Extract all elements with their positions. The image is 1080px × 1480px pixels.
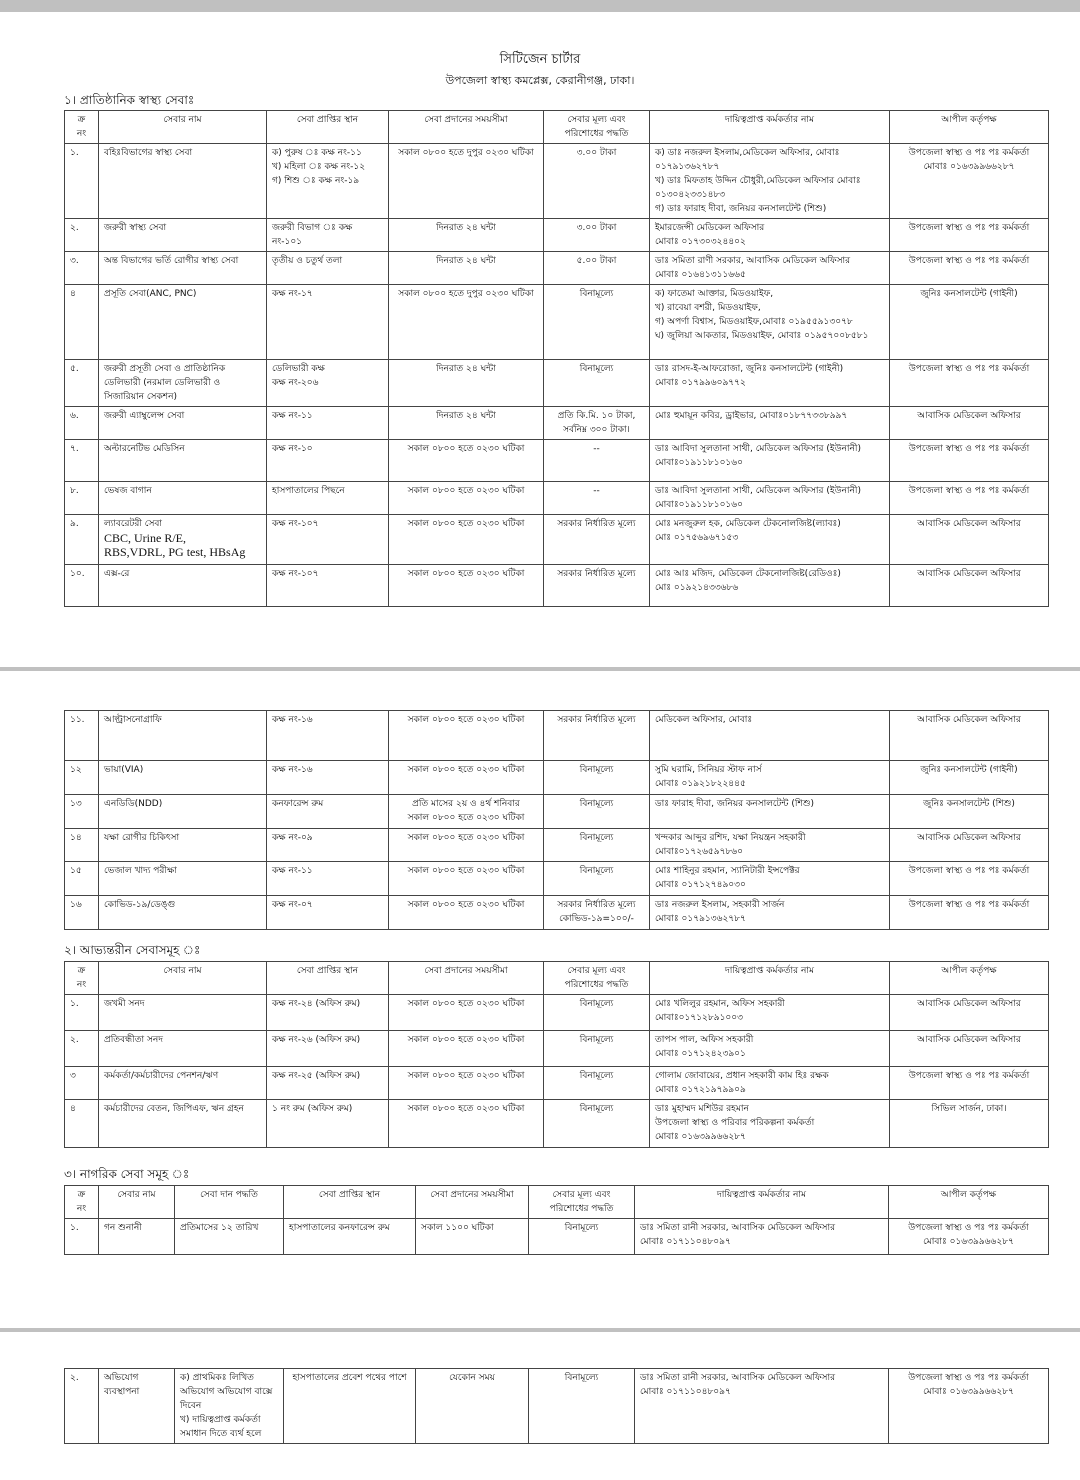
cell-name: ভায়া(VIA) [99, 761, 267, 795]
cell-name-english: CBC, Urine R/E, RBS,VDRL, PG test, HBsAg [104, 531, 246, 559]
cell-name: ভেষজ বাগান [99, 482, 267, 515]
cell-no: ৭. [65, 440, 99, 482]
document-subtitle: উপজেলা স্বাস্থ্য কমপ্লেক্স, কেরানীগঞ্জ, ঢাকা। [445, 74, 635, 87]
cell-name: কর্মচারীদের বেতন, জিপিএফ, ঋন গ্রহন [99, 1100, 267, 1148]
document-title: সিটিজেন চার্টার [499, 52, 581, 67]
table-row [65, 407, 1049, 440]
cell-officer: গোলাম জোবায়ের, প্রধান সহকারী কাম হিঃ রক্ষক মোবাঃ ০১৭২১৯৭৯৯০৯ [650, 1067, 890, 1100]
cell-name: ল্যাবরেটরী সেবা CBC, Urine R/E, RBS,VDRL, PG test, HBsAg [99, 515, 267, 565]
cell-officer: মোঃ খলিলুর রহমান, অফিস সহকারী মোবাঃ০১৭১২৮৯১০০৩ [650, 995, 890, 1031]
table-row [65, 565, 1049, 607]
table-row [65, 711, 1049, 761]
cell-fee: -- [544, 482, 650, 515]
table-row [65, 761, 1049, 795]
cell-place: কক্ষ নং-১৬ [267, 711, 389, 761]
page-separator [0, 1328, 1080, 1332]
column-header: সেবার মূল্য এবং পরিশোধের পদ্ধতি [544, 111, 650, 144]
cell-fee: সরকার নির্ধারিত মূল্যে কোভিড-১৯=১০০/- [544, 896, 650, 930]
cell-time: প্রতি মাসের ২য় ও ৪র্থ শনিবার সকাল ০৮০০ হতে ০২৩০ ঘটিকা [389, 795, 544, 829]
cell-fee: বিনামূল্যে [544, 829, 650, 862]
cell-officer: ডাঃ রাসদ-ই-আফরোজা, জুনিঃ কনসালটেন্ট (গাইনী) মোবাঃ ০১৭৯৯৬০৯৭৭২ [650, 360, 890, 407]
cell-appeal: আবাসিক মেডিকেল অফিসার [890, 407, 1049, 440]
cell-fee: বিনামূল্যে [529, 1219, 635, 1255]
cell-no: ১৫ [65, 862, 99, 896]
cell-appeal: উপজেলা স্বাস্থ্য ও পঃ পঃ কর্মকর্তা [890, 440, 1049, 482]
cell-appeal: আবাসিক মেডিকেল অফিসার [890, 995, 1049, 1031]
cell-officer: ক) ফাতেমা আক্তার, মিডওয়াইফ, খ) রাবেয়া বশরী, মিডওয়াইফ, গ) অপর্ণা বিশ্বাস, মিডওয়াইফ,মোবাঃ ০১৯৫৫৯১৩০৭৮ ঘ) জুলিয়া আকতার, মিডওয়াইফ, মোবাঃ ০১৯৫৭০০৮৫৮১ [650, 285, 890, 360]
column-header: দায়িত্বপ্রাপ্ত কর্মকর্তার নাম [635, 1186, 889, 1219]
column-header: ক্র নং [65, 962, 99, 995]
cell-fee: সরকার নির্ধারিত মূল্যে [544, 515, 650, 565]
cell-no: ৫. [65, 360, 99, 407]
cell-officer: ডাঃ মুহাম্মদ মশিউর রহমান উপজেলা স্বাস্থ্য ও পরিবার পরিকল্পনা কর্মকর্তা মোবাঃ ০১৬৩৯৯৬৬২৮৭ [650, 1100, 890, 1148]
cell-method: ক) প্রাথমিকঃ লিখিত অভিযোগ অভিযোগ বাক্সে দিবেন খ) দায়িত্বপ্রাপ্ত কর্মকর্তা সমাধান দিতে ব্যর্থ হলে [175, 1369, 284, 1444]
cell-name: অন্ত বিভাগের ভর্তি রোগীর স্বাস্থ্য সেবা [99, 252, 267, 285]
cell-time: সকাল ০৮০০ হতে ০২৩০ ঘটিকা [389, 761, 544, 795]
section3-heading: ৩। নাগরিক সেবা সমূহ ঃ [64, 1167, 190, 1181]
section1-heading: ১। প্রাতিষ্ঠানিক স্বাস্থ্য সেবাঃ [64, 93, 195, 107]
table-row [65, 440, 1049, 482]
cell-appeal: আবাসিক মেডিকেল অফিসার [890, 829, 1049, 862]
cell-no: ১. [65, 995, 99, 1031]
cell-officer: ইমারজেন্সী মেডিকেল অফিসার মোবাঃ ০১৭৩০৩২৪৪০২ [650, 219, 890, 252]
cell-place: তৃতীয় ও চতুর্থ তলা [267, 252, 389, 285]
cell-appeal: উপজেলা স্বাস্থ্য ও পঃ পঃ কর্মকর্তা [890, 482, 1049, 515]
table-row [65, 285, 1049, 360]
cell-fee: বিনামূল্যে [544, 1031, 650, 1067]
cell-name: গন শুনানী [99, 1219, 175, 1255]
cell-time: সকাল ১১০০ ঘটিকা [416, 1219, 529, 1255]
cell-name: এক্স-রে [99, 565, 267, 607]
cell-fee: বিনামূল্যে [544, 1067, 650, 1100]
cell-name: প্রসূতি সেবা(ANC, PNC) [99, 285, 267, 360]
column-header: সেবা দান পদ্ধতি [175, 1186, 284, 1219]
cell-fee: সরকার নির্ধারিত মূল্যে [544, 711, 650, 761]
table-row [65, 144, 1049, 219]
cell-place: কক্ষ নং-২৬ (অফিস রুম) [267, 1031, 389, 1067]
cell-place: ক) পুরুষ ঃ কক্ষ নং-১১ খ) মহিলা ঃ কক্ষ নং-১২ গ) শিশু ঃ কক্ষ নং-১৯ [267, 144, 389, 219]
cell-no: ২. [65, 1369, 99, 1444]
cell-fee: -- [544, 440, 650, 482]
cell-no: ১১. [65, 711, 99, 761]
cell-time: দিনরাত ২৪ ঘন্টা [389, 219, 544, 252]
cell-appeal: উপজেলা স্বাস্থ্য ও পঃ পঃ কর্মকর্তা [890, 252, 1049, 285]
cell-name: বহিঃবিভাগের স্বাস্থ্য সেবা [99, 144, 267, 219]
cell-officer: খন্দকার আব্দুর রশিদ, যক্ষা নিয়ন্ত্রন সহকারী মোবাঃ০১৭২৬৫৯৭৮৬০ [650, 829, 890, 862]
cell-place: কক্ষ নং-২৪ (অফিস রুম) [267, 995, 389, 1031]
cell-name: ভেজাল খাদ্য পরীক্ষা [99, 862, 267, 896]
cell-place: হাসপাতালের পিছনে [267, 482, 389, 515]
column-header: সেবার নাম [99, 1186, 175, 1219]
cell-time: সকাল ০৮০০ হতে ০২৩০ ঘটিকা [389, 515, 544, 565]
section1-continued-table [64, 710, 1049, 930]
cell-no: ৩ [65, 1067, 99, 1100]
cell-name: জখমী সনদ [99, 995, 267, 1031]
column-header: সেবা প্রাপ্তির স্থান [267, 111, 389, 144]
cell-place: কক্ষ নং-১০৭ [267, 515, 389, 565]
column-header: ক্র নং [65, 111, 99, 144]
cell-time: সকাল ০৮০০ হতে ০২৩০ ঘটিকা [389, 1067, 544, 1100]
cell-appeal: উপজেলা স্বাস্থ্য ও পঃ পঃ কর্মকর্তা মোবাঃ ০১৬৩৯৯৬৬২৮৭ [889, 1369, 1049, 1444]
cell-fee: ৩.০০ টাকা [544, 144, 650, 219]
column-header: সেবার নাম [99, 962, 267, 995]
section2-table [64, 961, 1049, 1148]
cell-name: জরুরী প্রসূতী সেবা ও প্রাতিষ্ঠানিক ডেলিভারী (নরমাল ডেলিভারী ও সিজারিয়ান সেকশন) [99, 360, 267, 407]
cell-time: সকাল ০৮০০ হতে দুপুর ০২৩০ ঘটিকা [389, 144, 544, 219]
cell-name: জরুরী এ্যাম্বুলেন্স সেবা [99, 407, 267, 440]
cell-name: অভিযোগ ব্যবস্থাপনা [99, 1369, 175, 1444]
cell-no: ৩. [65, 252, 99, 285]
column-header: ক্র নং [65, 1186, 99, 1219]
cell-officer: ডাঃ সমিতা রাণী সরকার, আবাসিক মেডিকেল অফিসার মোবাঃ ০১৬৪১৩১১৬৬৫ [650, 252, 890, 285]
page-separator [0, 0, 1080, 12]
cell-method: প্রতিমাসের ১২ তারিখ [175, 1219, 284, 1255]
table-header-row [65, 962, 1049, 995]
column-header: সেবা প্রাপ্তির স্থান [284, 1186, 416, 1219]
cell-time: সকাল ০৮০০ হতে ০২৩০ ঘটিকা [389, 565, 544, 607]
column-header: সেবা প্রদানের সময়সীমা [416, 1186, 529, 1219]
cell-officer: ডাঃ সমিতা রানী সরকার, আবাসিক মেডিকেল অফিসার মোবাঃ ০১৭১১০৪৮০৯৭ [635, 1219, 889, 1255]
cell-fee: বিনামূল্যে [544, 360, 650, 407]
cell-fee: ৫.০০ টাকা [544, 252, 650, 285]
table-row [65, 896, 1049, 930]
column-header: আপীল কর্তৃপক্ষ [890, 962, 1049, 995]
cell-place: কক্ষ নং-২৫ (অফিস রুম) [267, 1067, 389, 1100]
cell-no: ৯. [65, 515, 99, 565]
cell-officer: ডাঃ নজরুল ইসলাম, সহকারী সার্জন মোবাঃ ০১৭৯১৩৬২৭৮৭ [650, 896, 890, 930]
cell-fee: ৩.০০ টাকা [544, 219, 650, 252]
table-row [65, 515, 1049, 565]
table-row [65, 252, 1049, 285]
cell-officer: ডাঃ সমিতা রানী সরকার, আবাসিক মেডিকেল অফিসার মোবাঃ ০১৭১১০৪৮০৯৭ [635, 1369, 889, 1444]
cell-name: কর্মকর্তা/কর্মচারীদের পেনশন/ঋণ [99, 1067, 267, 1100]
section3-table [64, 1185, 1049, 1255]
cell-time: সকাল ০৮০০ হতে দুপুর ০২৩০ ঘটিকা [389, 285, 544, 360]
cell-place: হাসপাতালের প্রবেশ পথের পাশে [284, 1369, 416, 1444]
table-row [65, 1219, 1049, 1255]
cell-appeal: উপজেলা স্বাস্থ্য ও পঃ পঃ কর্মকর্তা [890, 1067, 1049, 1100]
cell-appeal: উপজেলা স্বাস্থ্য ও পঃ পঃ কর্মকর্তা মোবাঃ ০১৬৩৯৯৬৬২৮৭ [889, 1219, 1049, 1255]
column-header: সেবা প্রদানের সময়সীমা [389, 111, 544, 144]
column-header: সেবার মূল্য এবং পরিশোধের পদ্ধতি [529, 1186, 635, 1219]
column-header: আপীল কর্তৃপক্ষ [890, 111, 1049, 144]
cell-no: ১৪ [65, 829, 99, 862]
cell-appeal: উপজেলা স্বাস্থ্য ও পঃ পঃ কর্মকর্তা [890, 219, 1049, 252]
cell-time: দিনরাত ২৪ ঘন্টা [389, 360, 544, 407]
cell-fee: বিনামূল্যে [544, 795, 650, 829]
cell-fee: বিনামূল্যে [544, 862, 650, 896]
cell-place: ১ নং রুম (অফিস রুম) [267, 1100, 389, 1148]
cell-no: ১২ [65, 761, 99, 795]
cell-time: সকাল ০৮০০ হতে ০২৩০ ঘটিকা [389, 1100, 544, 1148]
column-header: সেবা প্রাপ্তির স্থান [267, 962, 389, 995]
table-row [65, 829, 1049, 862]
cell-appeal: আবাসিক মেডিকেল অফিসার [890, 1031, 1049, 1067]
cell-officer: মেডিকেল অফিসার, মোবাঃ [650, 711, 890, 761]
cell-place: কক্ষ নং-১৭ [267, 285, 389, 360]
cell-officer: তাপস পাল, অফিস সহকারী মোবাঃ ০১৭১২৪২৩৯০১ [650, 1031, 890, 1067]
cell-time: সকাল ০৮০০ হতে ০২৩০ ঘটিকা [389, 1031, 544, 1067]
cell-time: দিনরাত ২৪ ঘন্টা [389, 252, 544, 285]
cell-time: সকাল ০৮০০ হতে ০২৩০ ঘটিকা [389, 995, 544, 1031]
cell-place: হাসপাতালের কনফারেন্স রুম [284, 1219, 416, 1255]
cell-time: সকাল ০৮০০ হতে ০২৩০ ঘটিকা [389, 829, 544, 862]
cell-name: প্রতিবন্ধীতা সনদ [99, 1031, 267, 1067]
cell-appeal: আবাসিক মেডিকেল অফিসার [890, 565, 1049, 607]
cell-officer: মোঃ আঃ মজিদ, মেডিকেল টেকনোলজিষ্ট(রেডিওঃ) মোঃ ০১৯২১৪৩৩৬৮৬ [650, 565, 890, 607]
cell-fee: বিনামূল্যে [529, 1369, 635, 1444]
cell-no: ৮. [65, 482, 99, 515]
cell-officer: মোঃ মনজুরুল হক, মেডিকেল টেকনোলজিষ্ট(ল্যাবঃ) মোঃ ০১৭৫৬৯৬৭১৫৩ [650, 515, 890, 565]
cell-appeal: জুনিঃ কনসালটেন্ট (গাইনী) [890, 285, 1049, 360]
cell-no: ৪ [65, 1100, 99, 1148]
cell-place: জরুরী বিভাগ ঃ কক্ষ নং-১০১ [267, 219, 389, 252]
table-row [65, 795, 1049, 829]
cell-appeal: আবাসিক মেডিকেল অফিসার [890, 515, 1049, 565]
column-header: সেবার নাম [99, 111, 267, 144]
table-row [65, 1369, 1049, 1444]
cell-no: ৬. [65, 407, 99, 440]
cell-place: কনফারেন্স রুম [267, 795, 389, 829]
section1-table [64, 110, 1049, 607]
table-row [65, 862, 1049, 896]
table-header-row [65, 1186, 1049, 1219]
cell-appeal: উপজেলা স্বাস্থ্য ও পঃ পঃ কর্মকর্তা [890, 862, 1049, 896]
cell-time: সকাল ০৮০০ হতে ০২৩০ ঘটিকা [389, 440, 544, 482]
page-separator [0, 667, 1080, 671]
cell-place: কক্ষ নং-১০ [267, 440, 389, 482]
column-header: দায়িত্বপ্রাপ্ত কর্মকর্তার নাম [650, 111, 890, 144]
cell-fee: বিনামূল্যে [544, 761, 650, 795]
cell-no: ১৩ [65, 795, 99, 829]
cell-place: কক্ষ নং-০৭ [267, 896, 389, 930]
cell-fee: বিনামূল্যে [544, 995, 650, 1031]
cell-no: ২. [65, 1031, 99, 1067]
cell-name: অল্টারনেটিভ মেডিসিন [99, 440, 267, 482]
cell-no: ৪ [65, 285, 99, 360]
cell-fee: সরকার নির্ধারিত মূল্যে [544, 565, 650, 607]
cell-no: ১. [65, 1219, 99, 1255]
cell-time: সকাল ০৮০০ হতে ০২৩০ ঘটিকা [389, 482, 544, 515]
column-header: সেবার মূল্য এবং পরিশোধের পদ্ধতি [544, 962, 650, 995]
table-row [65, 995, 1049, 1031]
cell-appeal: উপজেলা স্বাস্থ্য ও পঃ পঃ কর্মকর্তা মোবাঃ ০১৬৩৯৯৬৬২৮৭ [890, 144, 1049, 219]
cell-officer: ডাঃ ফারাহ দীবা, জনিয়র কনসালটেন্ট (শিশু) [650, 795, 890, 829]
cell-appeal: উপজেলা স্বাস্থ্য ও পঃ পঃ কর্মকর্তা [890, 896, 1049, 930]
cell-place: কক্ষ নং-১১ [267, 407, 389, 440]
cell-fee: বিনামূল্যে [544, 285, 650, 360]
cell-place: কক্ষ নং-১১ [267, 862, 389, 896]
cell-appeal: জুনিঃ কনসালটেন্ট (শিশু) [890, 795, 1049, 829]
section2-heading: ২। আভ্যন্তরীন সেবাসমূহ ঃ [64, 943, 201, 957]
cell-time: সকাল ০৮০০ হতে ০২৩০ ঘটিকা [389, 711, 544, 761]
cell-officer: ক) ডাঃ নজরুল ইসলাম,মেডিকেল অফিসার, মোবাঃ ০১৭৯১৩৬২৭৮৭ খ) ডাঃ মিফতাহ উদ্দিন চৌধুরী,মেডিকেল অফিসার মোবাঃ ০১৩০৪২৩৩১৪৮৩ গ) ডাঃ ফারাহ দীবা, জনিয়র কনসালটেন্ট (শিশু) [650, 144, 890, 219]
cell-time: যেকোন সময় [416, 1369, 529, 1444]
cell-name: জরুরী স্বাস্থ্য সেবা [99, 219, 267, 252]
table-header-row [65, 111, 1049, 144]
cell-place: কক্ষ নং-১০৭ [267, 565, 389, 607]
cell-time: দিনরাত ২৪ ঘন্টা [389, 407, 544, 440]
column-header: দায়িত্বপ্রাপ্ত কর্মকর্তার নাম [650, 962, 890, 995]
column-header: সেবা প্রদানের সময়সীমা [389, 962, 544, 995]
cell-no: ১. [65, 144, 99, 219]
cell-name: যক্ষা রোগীর চিকিৎসা [99, 829, 267, 862]
table-row [65, 1100, 1049, 1148]
table-row [65, 219, 1049, 252]
cell-place: কক্ষ নং-০৯ [267, 829, 389, 862]
cell-time: সকাল ০৮০০ হতে ০২৩০ ঘটিকা [389, 862, 544, 896]
table-row [65, 1067, 1049, 1100]
table-row [65, 1031, 1049, 1067]
cell-appeal: জুনিঃ কনসালটেন্ট (গাইনী) [890, 761, 1049, 795]
cell-officer: ডাঃ আবিদা সুলতানা সাথী, মেডিকেল অফিসার (ইউনানী) মোবাঃ০১৯১১৮১০১৬০ [650, 482, 890, 515]
cell-name: কোভিড-১৯/ডেঙ্গু [99, 896, 267, 930]
cell-appeal: সিভিল সার্জন, ঢাকা। [890, 1100, 1049, 1148]
cell-time: সকাল ০৮০০ হতে ০২৩০ ঘটিকা [389, 896, 544, 930]
cell-place: কক্ষ নং-১৬ [267, 761, 389, 795]
cell-officer: মোঃ হুমায়ূন কবির, ড্রাইভার, মোবাঃ০১৮৭৭৩৩৮৯৯৭ [650, 407, 890, 440]
cell-name: আল্ট্রাসনোগ্রাফি [99, 711, 267, 761]
cell-no: ২. [65, 219, 99, 252]
column-header: আপীল কর্তৃপক্ষ [889, 1186, 1049, 1219]
table-row [65, 360, 1049, 407]
cell-place: ডেলিভারী কক্ষ কক্ষ নং-২০৬ [267, 360, 389, 407]
cell-appeal: আবাসিক মেডিকেল অফিসার [890, 711, 1049, 761]
cell-officer: ডাঃ আবিদা সুলতানা সাথী, মেডিকেল অফিসার (ইউনানী) মোবাঃ০১৯১১৮১০১৬০ [650, 440, 890, 482]
cell-no: ১০. [65, 565, 99, 607]
cell-no: ১৬ [65, 896, 99, 930]
cell-fee: বিনামূল্যে [544, 1100, 650, 1148]
cell-officer: সুমি ঘরামি, সিনিয়র স্টাফ নার্স মোবাঃ ০১৯২১৮২২৪৪৫ [650, 761, 890, 795]
cell-officer: মোঃ শাহিনুর রহমান, স্যানিটারী ইন্সপেক্টর মোবাঃ ০১৭১২৭৪৯০৩০ [650, 862, 890, 896]
table-row [65, 482, 1049, 515]
cell-fee: প্রতি কি.মি. ১০ টাকা, সর্বনিম্ন ৩০০ টাকা। [544, 407, 650, 440]
cell-name: এনডিডি(NDD) [99, 795, 267, 829]
section3-continued-table [64, 1368, 1049, 1444]
cell-appeal: উপজেলা স্বাস্থ্য ও পঃ পঃ কর্মকর্তা [890, 360, 1049, 407]
